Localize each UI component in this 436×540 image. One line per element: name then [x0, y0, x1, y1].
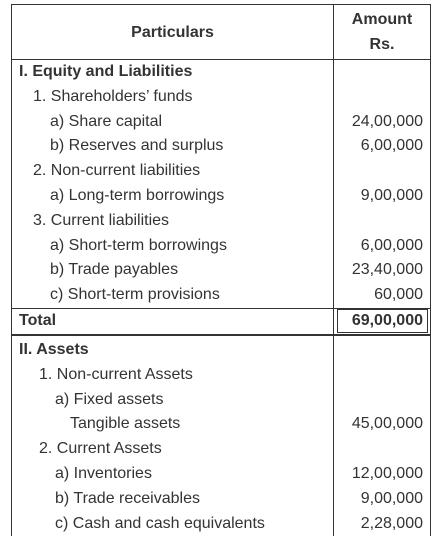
row-label: a) Long-term borrowings — [12, 184, 334, 209]
particulars-header: Particulars — [12, 5, 334, 60]
row-label: c) Short-term provisions — [12, 283, 334, 308]
section-assets-row — [12, 335, 431, 363]
table-row — [12, 363, 431, 388]
total-row — [12, 308, 431, 334]
table-row — [12, 159, 431, 184]
total-label: Total — [12, 308, 334, 334]
table-header-row — [12, 5, 431, 60]
table-row — [12, 234, 431, 259]
row-label: c) Cash and cash equivalents — [12, 512, 334, 537]
row-label: I. Equity and Liabilities — [12, 60, 334, 85]
row-amount: 24,00,000 — [334, 110, 431, 135]
balance-sheet-table — [11, 4, 431, 536]
row-amount: 2,28,000 — [334, 512, 431, 537]
row-amount: 6,00,000 — [334, 134, 431, 159]
row-amount — [334, 85, 431, 110]
row-amount: 12,00,000 — [334, 462, 431, 487]
amount-header-line2: Rs. — [369, 36, 395, 53]
row-amount: 23,40,000 — [334, 258, 431, 283]
row-amount — [334, 335, 431, 363]
section-equity-liabilities-row — [12, 60, 431, 85]
row-label: 3. Current liabilities — [12, 209, 334, 234]
row-amount: 45,00,000 — [334, 412, 431, 437]
amount-header — [334, 5, 431, 60]
row-label: a) Inventories — [12, 462, 334, 487]
table-row — [12, 134, 431, 159]
table-row — [12, 512, 431, 537]
table-row — [12, 487, 431, 512]
row-label: 2. Current Assets — [12, 437, 334, 462]
row-amount: 9,00,000 — [334, 487, 431, 512]
row-label: a) Fixed assets — [12, 388, 334, 413]
total-amount: 69,00,000 — [337, 309, 428, 333]
row-amount — [334, 159, 431, 184]
row-label: b) Trade receivables — [12, 487, 334, 512]
table-row — [12, 462, 431, 487]
row-amount: 6,00,000 — [334, 234, 431, 259]
row-amount — [334, 60, 431, 85]
row-label: a) Share capital — [12, 110, 334, 135]
table-row — [12, 209, 431, 234]
row-label: 1. Shareholders’ funds — [12, 85, 334, 110]
amount-header-line1: Amount — [351, 11, 413, 28]
row-label: II. Assets — [12, 335, 334, 363]
row-label: b) Trade payables — [12, 258, 334, 283]
table-row — [12, 110, 431, 135]
row-amount — [334, 363, 431, 388]
row-label: a) Short-term borrowings — [12, 234, 334, 259]
table-row — [12, 412, 431, 437]
table-row — [12, 388, 431, 413]
row-label: Tangible assets — [12, 412, 334, 437]
row-label: 1. Non-current Assets — [12, 363, 334, 388]
row-amount — [334, 437, 431, 462]
table-row — [12, 437, 431, 462]
table-row — [12, 283, 431, 308]
table-row — [12, 85, 431, 110]
table-row — [12, 184, 431, 209]
row-label: b) Reserves and surplus — [12, 134, 334, 159]
row-amount — [334, 388, 431, 413]
row-amount: 9,00,000 — [334, 184, 431, 209]
total-amount-cell — [334, 308, 431, 334]
row-label: 2. Non-current liabilities — [12, 159, 334, 184]
row-amount: 60,000 — [334, 283, 431, 308]
row-amount — [334, 209, 431, 234]
table-row — [12, 258, 431, 283]
